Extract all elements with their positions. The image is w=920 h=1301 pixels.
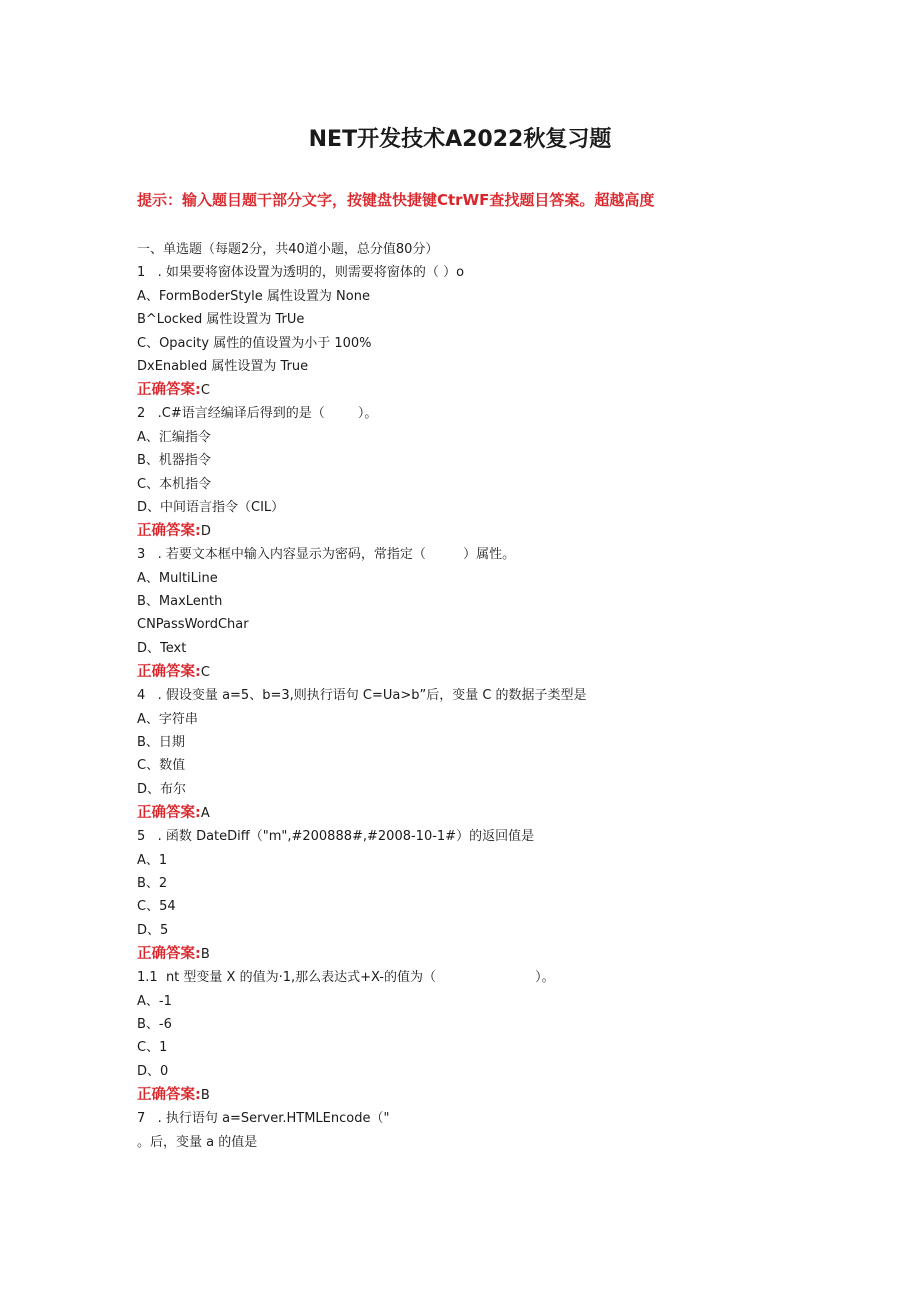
option: B、机器指令 — [137, 453, 211, 469]
option: D、中间语言指令（CIL） — [137, 499, 285, 515]
option: DxEnabled 属性设置为 True — [137, 358, 309, 374]
question-list — [137, 238, 877, 1154]
answer-value: C — [200, 383, 210, 399]
option: C、数值 — [137, 758, 186, 774]
answer-value: B — [200, 947, 210, 963]
question-stem-continued: 。后，变量 a 的值是 — [137, 1134, 258, 1150]
answer-line — [137, 519, 877, 543]
option: C、Opacity 属性的值设置为小于 100% — [137, 335, 372, 351]
answer-line — [137, 378, 877, 402]
section-header: 一、单选题（每题2分，共40道小题，总分值80分） — [137, 242, 439, 257]
answer-value: D — [200, 524, 211, 540]
option: D、5 — [137, 922, 169, 938]
option: A、FormBoderStyle 属性设置为 None — [137, 288, 370, 304]
option: A、-1 — [137, 993, 172, 1009]
question-stem: 3 . 若要文本框中输入内容显示为密码，常指定（ ）属性。 — [137, 547, 516, 563]
option: B^Locked 属性设置为 TrUe — [137, 312, 305, 328]
option: B、MaxLenth — [137, 594, 223, 610]
option: CNPassWordChar — [137, 617, 249, 633]
question-stem: 2 .C#语言经编译后得到的是（ ）。 — [137, 406, 378, 422]
question-stem: 5 . 函数 DateDiff（"m",#200888#,#2008-10-1#）的返回值是 — [137, 829, 535, 845]
answer-label: 正确答案: — [137, 1087, 201, 1104]
answer-label: 正确答案: — [137, 805, 201, 822]
answer-label: 正确答案: — [137, 664, 201, 681]
page-title: NET开发技术A2022秋复习题 — [308, 127, 612, 152]
option: B、日期 — [137, 735, 185, 751]
option: C、1 — [137, 1040, 168, 1056]
question-stem: 1.1 nt 型变量 X 的值为·1,那么表达式+X-的值为（ ）。 — [137, 970, 555, 986]
answer-value: C — [200, 665, 210, 681]
option: B、2 — [137, 875, 168, 891]
answer-value: A — [200, 806, 210, 822]
answer-line — [137, 801, 877, 825]
option: D、布尔 — [137, 781, 187, 797]
option: C、54 — [137, 899, 176, 915]
option: D、Text — [137, 640, 187, 656]
option: A、MultiLine — [137, 570, 218, 586]
answer-line — [137, 660, 877, 684]
option: D、0 — [137, 1063, 169, 1079]
answer-line — [137, 1083, 877, 1107]
question-stem: 7 . 执行语句 a=Server.HTMLEncode（" — [137, 1111, 390, 1127]
option: A、字符串 — [137, 711, 198, 727]
answer-line — [137, 942, 877, 966]
option: A、汇编指令 — [137, 429, 211, 445]
answer-label: 正确答案: — [137, 523, 201, 540]
option: A、1 — [137, 852, 168, 868]
question-stem: 1 . 如果要将窗体设置为透明的，则需要将窗体的（ ）o — [137, 265, 465, 281]
answer-label: 正确答案: — [137, 382, 201, 399]
answer-value: B — [200, 1088, 210, 1104]
question-stem: 4 . 假设变量 a=5、b=3,则执行语句 C=Ua>b”后，变量 C 的数据子类型是 — [137, 688, 587, 704]
option: C、本机指令 — [137, 476, 212, 492]
option: B、-6 — [137, 1016, 172, 1032]
search-hint: 提示：输入题目题干部分文字，按键盘快捷键CtrWF查找题目答案。超越高度 — [137, 191, 655, 209]
answer-label: 正确答案: — [137, 946, 201, 963]
